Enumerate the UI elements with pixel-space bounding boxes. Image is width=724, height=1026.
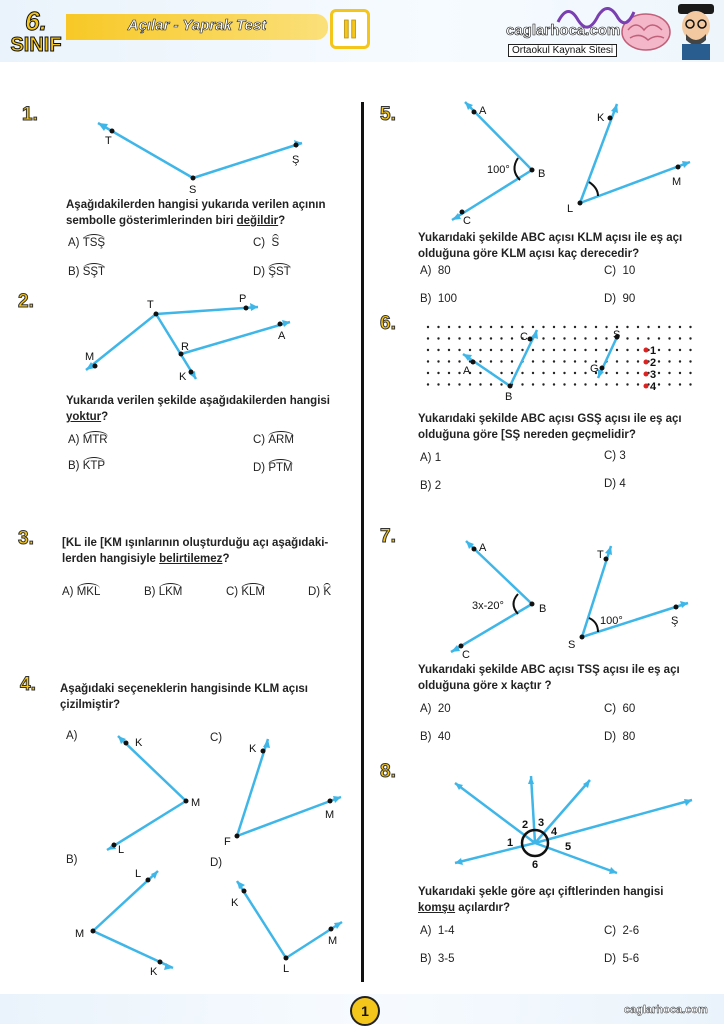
footer-site: caglarhoca.com bbox=[624, 1004, 708, 1016]
svg-text:K: K bbox=[135, 737, 143, 749]
page-number: 1 bbox=[350, 996, 380, 1026]
svg-text:C: C bbox=[462, 649, 470, 661]
question-2-number: 2. bbox=[18, 291, 34, 312]
q4-option-b[interactable]: B) bbox=[66, 854, 78, 866]
q5-option-a[interactable]: A) 80 bbox=[420, 265, 451, 277]
site-subtitle: Ortaokul Kaynak Sitesi bbox=[508, 44, 617, 57]
q5-option-c[interactable]: C) 10 bbox=[604, 265, 636, 277]
svg-text:S: S bbox=[613, 329, 621, 341]
svg-text:A: A bbox=[463, 365, 471, 377]
q1-option-d[interactable]: D) ŞST bbox=[253, 266, 291, 278]
q3-option-a[interactable]: A) MKL bbox=[62, 586, 101, 598]
svg-text:B: B bbox=[538, 168, 546, 180]
svg-text:G: G bbox=[590, 363, 599, 375]
svg-text:K: K bbox=[597, 112, 605, 124]
q8-option-d[interactable]: D) 5-6 bbox=[604, 953, 640, 965]
question-7-number: 7. bbox=[380, 526, 396, 547]
label-k: K bbox=[179, 371, 187, 383]
svg-text:K: K bbox=[249, 743, 257, 755]
q2-option-a[interactable]: A) MTR bbox=[68, 434, 108, 446]
question-4-text: Aşağıdaki seçeneklerin hangisinde KLM açısı çizilmiştir? bbox=[60, 683, 308, 711]
svg-text:C: C bbox=[463, 215, 471, 227]
grade-label: SINIF bbox=[10, 34, 62, 56]
question-8-number: 8. bbox=[380, 761, 396, 782]
svg-text:6: 6 bbox=[532, 859, 539, 871]
q8-option-a[interactable]: A) 1-4 bbox=[420, 925, 455, 937]
svg-text:L: L bbox=[118, 844, 125, 856]
q6-option-a[interactable]: A) 1 bbox=[420, 452, 442, 464]
q7-option-c[interactable]: C) 60 bbox=[604, 703, 636, 715]
q3-option-c[interactable]: C) KLM bbox=[226, 586, 265, 598]
svg-text:F: F bbox=[224, 836, 231, 848]
svg-text:T: T bbox=[597, 549, 604, 561]
svg-text:M: M bbox=[672, 176, 682, 188]
q5-option-b[interactable]: B) 100 bbox=[420, 293, 458, 305]
grade-number: 6. bbox=[25, 6, 47, 36]
question-1-number: 1. bbox=[22, 104, 38, 125]
q1-option-a[interactable]: A) TSŞ bbox=[68, 237, 106, 249]
q6-option-d[interactable]: D) 4 bbox=[604, 478, 626, 490]
question-7-text: Yukarıdaki şekilde ABC açısı TSŞ açısı ile eş açı olduğuna göre x kaçtır ? bbox=[418, 664, 680, 692]
question-5-number: 5. bbox=[380, 104, 396, 125]
svg-text:L: L bbox=[135, 868, 142, 880]
svg-text:100°: 100° bbox=[487, 164, 510, 176]
svg-text:1: 1 bbox=[650, 345, 657, 357]
q4-option-d[interactable]: D) bbox=[210, 857, 223, 869]
label-m: M bbox=[85, 351, 95, 363]
svg-text:M: M bbox=[75, 928, 85, 940]
q8-option-c[interactable]: C) 2-6 bbox=[604, 925, 640, 937]
q2-option-b[interactable]: B) KTP bbox=[68, 460, 106, 472]
svg-text:3: 3 bbox=[538, 817, 545, 829]
label-t: T bbox=[105, 135, 112, 147]
test-number: II bbox=[342, 14, 358, 44]
q7-option-b[interactable]: B) 40 bbox=[420, 731, 451, 743]
question-3-text: [KL ile [KM ışınlarının oluşturduğu açı aşağıdaki- lerden hangisiyle belirtilemez? bbox=[62, 537, 329, 565]
q7-option-a[interactable]: A) 20 bbox=[420, 703, 451, 715]
svg-text:S: S bbox=[568, 639, 576, 651]
q8-option-b[interactable]: B) 3-5 bbox=[420, 953, 455, 965]
q4-option-a[interactable]: A) bbox=[66, 730, 78, 742]
question-4-number: 4. bbox=[20, 674, 36, 695]
label-t: T bbox=[147, 299, 154, 311]
svg-text:M: M bbox=[191, 797, 201, 809]
label-p: P bbox=[239, 293, 247, 305]
svg-text:M: M bbox=[325, 809, 335, 821]
svg-text:B: B bbox=[539, 603, 547, 615]
label-sh: Ş bbox=[292, 154, 300, 166]
svg-text:L: L bbox=[567, 203, 574, 215]
q1-option-b[interactable]: B) SŞT bbox=[68, 266, 106, 278]
q2-option-d[interactable]: D) PTM bbox=[253, 462, 293, 474]
svg-text:Ş: Ş bbox=[671, 615, 679, 627]
q3-option-d[interactable]: D) K bbox=[308, 586, 332, 598]
q6-option-c[interactable]: C) 3 bbox=[604, 450, 626, 462]
svg-text:1: 1 bbox=[507, 837, 514, 849]
q7-option-d[interactable]: D) 80 bbox=[604, 731, 636, 743]
svg-text:K: K bbox=[150, 966, 158, 978]
question-6-text: Yukarıdaki şekilde ABC açısı GSŞ açısı ile eş açı olduğuna göre [SŞ nereden geçmelidir? bbox=[418, 413, 682, 441]
svg-text:100°: 100° bbox=[600, 615, 623, 627]
svg-text:B: B bbox=[505, 391, 513, 403]
svg-text:4: 4 bbox=[650, 381, 657, 393]
svg-text:5: 5 bbox=[565, 841, 572, 853]
q6-option-b[interactable]: B) 2 bbox=[420, 480, 442, 492]
svg-text:3: 3 bbox=[650, 369, 657, 381]
question-3-number: 3. bbox=[18, 528, 34, 549]
svg-text:A: A bbox=[479, 542, 487, 554]
svg-text:C: C bbox=[520, 331, 528, 343]
label-r: R bbox=[181, 341, 189, 353]
svg-text:L: L bbox=[283, 963, 290, 975]
label-a: A bbox=[278, 330, 286, 342]
q2-option-c[interactable]: C) ARM bbox=[253, 434, 294, 446]
page-title: Açılar - Yaprak Test bbox=[127, 17, 267, 34]
question-2-text: Yukarıda verilen şekilde aşağıdakilerden hangisi yoktur? bbox=[66, 395, 330, 423]
svg-text:M: M bbox=[328, 935, 338, 947]
svg-text:2: 2 bbox=[522, 819, 529, 831]
q4-option-c[interactable]: C) bbox=[210, 732, 223, 744]
svg-text:A: A bbox=[479, 105, 487, 117]
svg-text:2: 2 bbox=[650, 357, 657, 369]
site-logo: caglarhoca.com bbox=[506, 22, 621, 39]
question-1-text: Aşağıdakilerden hangisi yukarıda verilen açının sembolle gösterimlerinden biri değildir? bbox=[66, 199, 326, 227]
q1-option-c[interactable]: C) S bbox=[253, 237, 280, 249]
q3-option-b[interactable]: B) LKM bbox=[144, 586, 183, 598]
question-8-text: Yukarıdaki şekle göre açı çiftlerinden hangisi komşu açılardır? bbox=[418, 886, 664, 914]
svg-text:3x-20°: 3x-20° bbox=[472, 600, 504, 612]
svg-text:4: 4 bbox=[551, 826, 558, 838]
q5-option-d[interactable]: D) 90 bbox=[604, 293, 636, 305]
label-s: S bbox=[189, 184, 197, 196]
question-5-text: Yukarıdaki şekilde ABC açısı KLM açısı ile eş açı olduğuna göre KLM açısı kaç derecedir? bbox=[418, 232, 683, 260]
svg-text:K: K bbox=[231, 897, 239, 909]
question-6-number: 6. bbox=[380, 313, 396, 334]
